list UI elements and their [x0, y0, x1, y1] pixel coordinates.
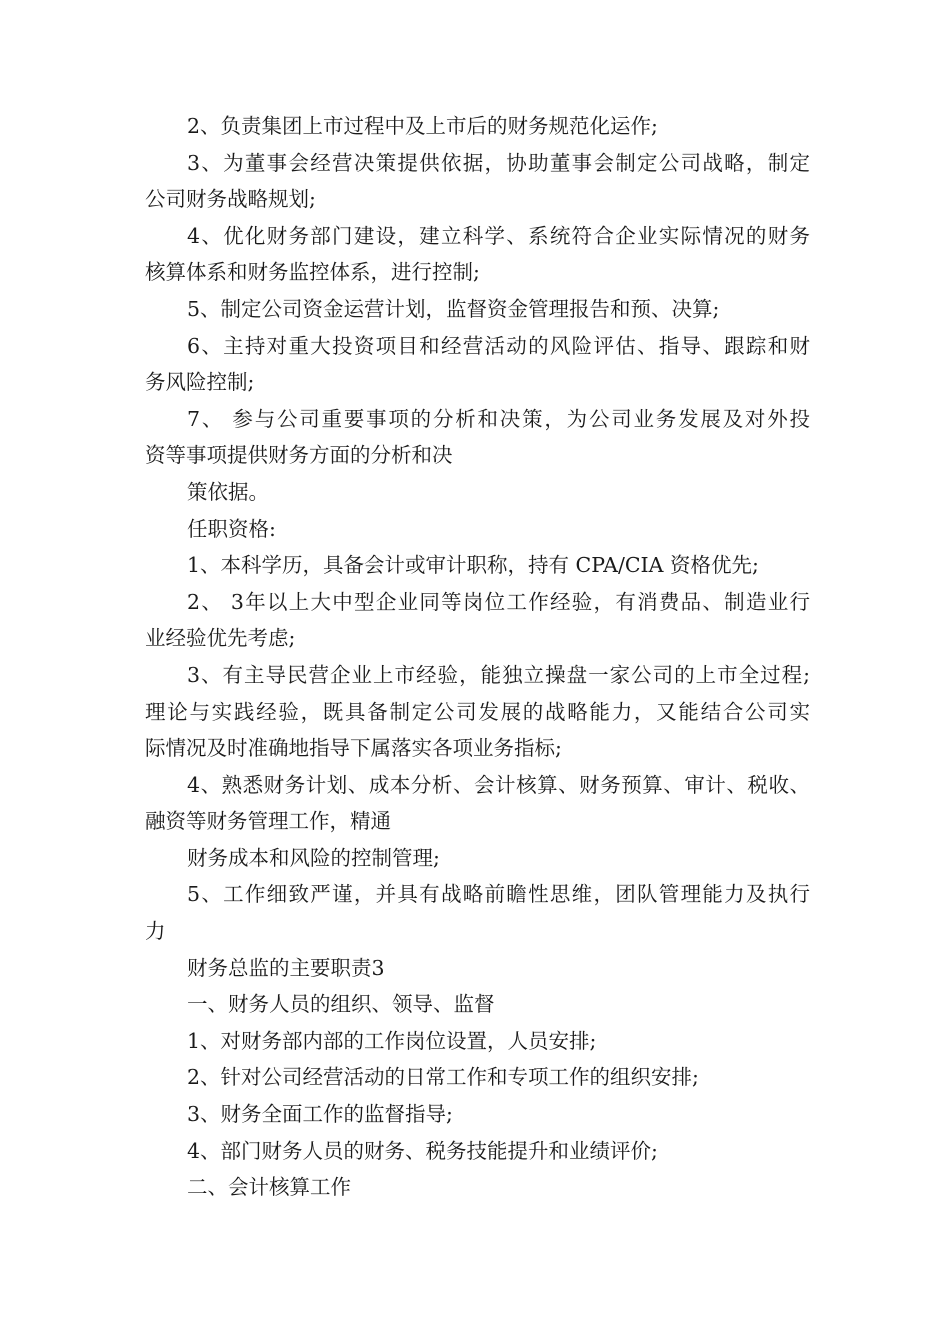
- text-line: 理论与实践经验，既具备制定公司发展的战略能力，又能结合公司实: [145, 699, 810, 724]
- text-line: 业经验优先考虑;: [145, 626, 296, 651]
- text-line: 3、财务全面工作的监督指导;: [187, 1102, 453, 1127]
- text-line: 力: [145, 919, 166, 944]
- text-line: 2、 3年以上大中型企业同等岗位工作经验，有消费品、制造业行: [187, 589, 810, 614]
- text-line: 4、优化财务部门建设，建立科学、系统符合企业实际情况的财务: [187, 223, 810, 248]
- text-line: 4、熟悉财务计划、成本分析、会计核算、财务预算、审计、税收、: [187, 772, 810, 797]
- text-line: 资等事项提供财务方面的分析和决: [145, 443, 453, 468]
- text-line: 1、本科学历，具备会计或审计职称，持有 CPA/CIA 资格优先;: [187, 553, 759, 578]
- text-line: 4、部门财务人员的财务、税务技能提升和业绩评价;: [187, 1138, 658, 1163]
- text-line: 3、为董事会经营决策提供依据，协助董事会制定公司战略，制定: [187, 150, 810, 175]
- text-line: 公司财务战略规划;: [145, 187, 316, 212]
- text-line: 财务总监的主要职责3: [187, 955, 385, 980]
- text-line: 5、制定公司资金运营计划，监督资金管理报告和预、决算;: [187, 296, 720, 321]
- text-line: 3、有主导民营企业上市经验，能独立操盘一家公司的上市全过程;: [187, 662, 810, 687]
- text-line: 任职资格:: [187, 516, 276, 541]
- text-line: 际情况及时准确地指导下属落实各项业务指标;: [145, 736, 562, 761]
- text-line: 融资等财务管理工作，精通: [145, 809, 391, 834]
- text-line: 6、主持对重大投资项目和经营活动的风险评估、指导、跟踪和财: [187, 333, 810, 358]
- text-line: 务风险控制;: [145, 370, 255, 395]
- text-line: 一、财务人员的组织、领导、监督: [187, 992, 495, 1017]
- text-line: 核算体系和财务监控体系，进行控制;: [145, 260, 480, 285]
- text-line: 策依据。: [187, 479, 269, 504]
- text-line: 财务成本和风险的控制管理;: [187, 845, 440, 870]
- text-line: 2、负责集团上市过程中及上市后的财务规范化运作;: [187, 114, 658, 138]
- text-line: 2、针对公司经营活动的日常工作和专项工作的组织安排;: [187, 1065, 699, 1090]
- text-line: 二、会计核算工作: [187, 1175, 351, 1200]
- document-body: [145, 108, 810, 1206]
- text-line: 7、 参与公司重要事项的分析和决策，为公司业务发展及对外投: [187, 406, 810, 431]
- text-line: 1、对财务部内部的工作岗位设置，人员安排;: [187, 1028, 597, 1053]
- text-line: 5、工作细致严谨，并具有战略前瞻性思维，团队管理能力及执行: [187, 882, 810, 907]
